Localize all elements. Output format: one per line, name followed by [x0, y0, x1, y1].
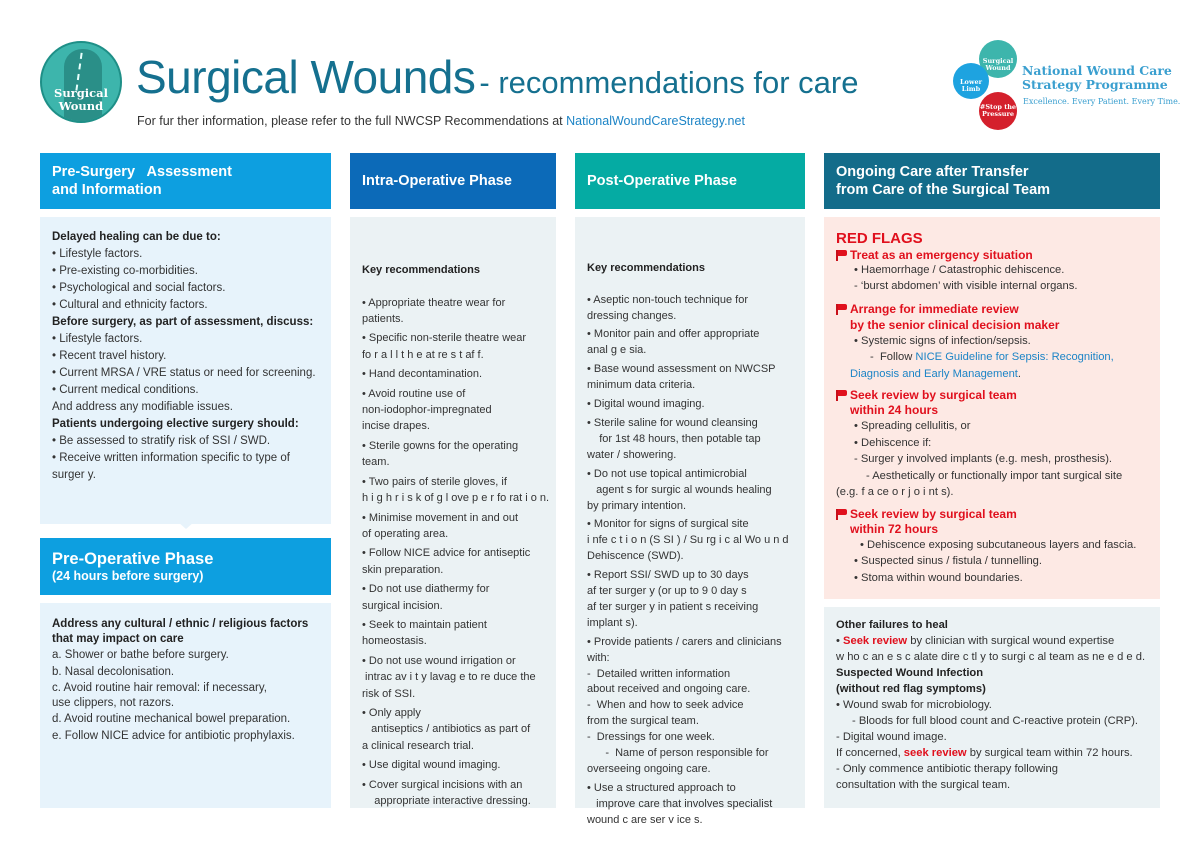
list-item: • Base wound assessment on NWCSP	[587, 363, 776, 376]
list-item: - Only commence antibiotic therapy following	[836, 763, 1058, 775]
list-item: • Do not use wound irrigation or	[362, 654, 516, 667]
programme-name	[1022, 64, 1172, 92]
list-item: • Stoma within wound boundaries.	[854, 571, 1023, 584]
list-item: of operating area.	[362, 527, 449, 540]
list-item: team.	[362, 456, 390, 469]
list-item: with:	[587, 651, 610, 664]
page-title	[136, 50, 858, 104]
pre-surgery-header-line1: Pre-Surgery Assessment	[52, 164, 232, 180]
subtitle-text: For fur ther information, please refer to the full NWCSP Recommendations at	[137, 114, 567, 128]
red-flags-panel	[824, 217, 1160, 599]
flag-24h-title-line2: within 24 hours	[850, 403, 939, 417]
list-item: agent s for surgic al wounds healing	[587, 483, 772, 496]
red-flag-icon	[836, 304, 848, 314]
list-item: • Dehiscence exposing subcutaneous layers and fascia.	[860, 538, 1137, 551]
pre-surgery-panel	[40, 217, 331, 524]
list-item: surgical incision.	[362, 599, 443, 612]
list-item: • Avoid routine use of	[362, 387, 466, 400]
post-operative-panel	[575, 217, 805, 826]
flag-72h-title: Seek review by surgical team	[850, 506, 1017, 521]
title-sub: - recommendations for care	[479, 65, 859, 100]
list-item: - ‘burst abdomen’ with visible internal organs.	[854, 280, 1078, 292]
list-item: - When and how to seek advice	[587, 699, 744, 712]
list-item: incise drapes.	[362, 420, 430, 433]
list-item: • Wound swab for microbiology.	[836, 699, 992, 711]
concern-text: If concerned,	[836, 747, 904, 759]
list-item: • Lifestyle factors.	[52, 333, 143, 345]
list-item: • Appropriate theatre wear for	[362, 296, 506, 309]
follow-text: - Follow	[870, 351, 916, 363]
list-item: for 1st 48 hours, then potable tap	[587, 432, 761, 445]
intra-operative-panel	[350, 217, 556, 808]
list-item: about received and ongoing care.	[587, 683, 751, 696]
list-item: • Suspected sinus / fistula / tunnelling.	[854, 555, 1042, 567]
list-item: intrac av i t y lavag e to re duce the	[362, 671, 536, 684]
logo-text-line2: Wound	[58, 99, 104, 113]
elective-surgery-heading: Patients undergoing elective surgery should:	[52, 418, 299, 430]
list-item: • Haemorrhage / Catastrophic dehiscence.	[854, 263, 1065, 276]
lower-limb-circle-icon: Lower Limb	[953, 63, 989, 99]
panel-pointer	[178, 522, 194, 529]
list-item: • Do not use diathermy for	[362, 583, 490, 596]
list-item: fo r a l l t h e at re s t af f.	[362, 348, 484, 361]
list-item: non-iodophor-impregnated	[362, 404, 492, 417]
surgical-wound-logo	[40, 41, 122, 123]
list-item: • Two pairs of sterile gloves, if	[362, 475, 507, 488]
flag-emergency-title: Treat as an emergency situation	[850, 247, 1033, 262]
list-item: - Aesthetically or functionally impor tant surgical site	[866, 469, 1123, 482]
post-key-heading: Key recommendations	[587, 261, 705, 274]
list-item: • Pre-existing co-morbidities.	[52, 265, 198, 277]
list-item: • Dehiscence if:	[854, 436, 932, 449]
list-item: anal g e sia.	[587, 344, 647, 357]
list-item: • Minimise movement in and out	[362, 511, 519, 524]
list-item: h i g h r i s k of g l ove p e r fo rat i o n.	[362, 492, 550, 505]
nwcsp-logo	[950, 40, 1181, 135]
logo-text	[42, 87, 120, 113]
list-item: • Digital wound imaging.	[587, 398, 705, 411]
list-item: minimum data criteria.	[587, 379, 696, 392]
intra-operative-header	[350, 153, 556, 209]
ongoing-header-line1: Ongoing Care after Transfer	[836, 164, 1029, 180]
list-item: • Current MRSA / VRE status or need for screening.	[52, 367, 316, 379]
seek-review-text: by clinician with surgical wound expertise	[907, 635, 1115, 647]
programme-name-line2: Strategy Programme	[1022, 77, 1168, 92]
list-item: a. Shower or bathe before surgery.	[52, 649, 229, 661]
list-item: (e.g. f a ce o r j o i nt s).	[836, 486, 954, 498]
list-item: use clippers, not razors.	[52, 697, 175, 709]
website-link[interactable]: NationalWoundCareStrategy.net	[566, 114, 745, 128]
infection-heading-line2: (without red flag symptoms)	[836, 683, 986, 695]
list-item: • Seek to maintain patient	[362, 618, 487, 631]
list-item: consultation with the surgical team.	[836, 779, 1011, 791]
seek-review-highlight: seek review	[903, 747, 967, 759]
flag-immediate-title: Arrange for immediate review	[850, 301, 1019, 316]
list-item: • Current medical conditions.	[52, 384, 199, 396]
list-item: - Bloods for full blood count and C-reactive protein (CRP).	[852, 715, 1139, 727]
list-item: • Specific non-sterile theatre wear	[362, 332, 527, 345]
list-item: af ter surger y (or up to 9 0 day s	[587, 585, 747, 598]
pre-operative-heading-line2: that may impact on care	[52, 633, 184, 645]
stop-pressure-circle-icon: #Stop the Pressure	[979, 92, 1017, 130]
programme-name-line1: National Wound Care	[1022, 63, 1172, 78]
ongoing-care-header	[824, 153, 1160, 209]
list-item: dressing changes.	[587, 309, 677, 322]
list-item: water / showering.	[587, 448, 677, 461]
flag-72h-title-line2: within 72 hours	[850, 521, 939, 536]
nice-sepsis-link-line2[interactable]: Diagnosis and Early Management	[850, 367, 1018, 380]
pre-operative-header	[40, 538, 331, 595]
list-item: skin preparation.	[362, 563, 444, 576]
list-item: af ter surger y in patient s receiving	[587, 600, 759, 613]
other-failures-heading: Other failures to heal	[836, 619, 948, 631]
subtitle	[137, 114, 745, 128]
pre-operative-subtitle: (24 hours before surgery)	[52, 568, 204, 583]
list-item: d. Avoid routine mechanical bowel preparation.	[52, 713, 291, 725]
list-item: • Hand decontamination.	[362, 368, 483, 381]
pre-surgery-header	[40, 153, 331, 209]
delayed-healing-heading: Delayed healing can be due to:	[52, 231, 221, 243]
intra-key-heading: Key recommendations	[362, 263, 480, 276]
surgical-wound-circle-icon: Surgical Wound	[979, 40, 1017, 78]
pre-operative-heading-line1: Address any cultural / ethnic / religious factors	[52, 618, 309, 630]
concern-text-suffix: by surgical team within 72 hours.	[966, 747, 1133, 759]
flag-24h-title: Seek review by surgical team	[850, 388, 1017, 402]
list-item: • Follow NICE advice for antiseptic	[362, 547, 531, 560]
list-item: - Detailed written information	[587, 667, 731, 680]
address-issues-text: And address any modifiable issues.	[52, 401, 233, 413]
list-item: • Use digital wound imaging.	[362, 759, 501, 772]
list-item: homeostasis.	[362, 635, 427, 648]
list-item: • Spreading cellulitis, or	[854, 420, 971, 432]
logo-text-line1: Surgical	[54, 86, 108, 100]
seek-review-highlight: Seek review	[843, 635, 908, 647]
list-item: improve care that involves specialist	[587, 797, 773, 810]
list-item: • Sterile saline for wound cleansing	[587, 416, 758, 429]
pre-surgery-header-line2: and Information	[52, 182, 162, 198]
list-item: • Aseptic non-touch technique for	[587, 293, 749, 306]
list-item: antiseptics / antibiotics as part of	[362, 723, 531, 736]
list-item: surger y.	[52, 469, 96, 481]
red-flag-icon	[836, 509, 848, 519]
list-item: - Dressings for one week.	[587, 731, 715, 744]
list-item: e. Follow NICE advice for antibiotic prophylaxis.	[52, 730, 295, 742]
list-item: • Provide patients / carers and clinicians	[587, 635, 782, 648]
title-main: Surgical Wounds	[136, 51, 476, 103]
period: .	[1017, 367, 1022, 380]
list-item: c. Avoid routine hair removal: if necessary,	[52, 682, 267, 694]
bullet: •	[836, 635, 844, 647]
list-item: wound c are ser v ice s.	[587, 813, 703, 826]
flag-immediate-title-line2: by the senior clinical decision maker	[850, 317, 1060, 332]
list-item: • Monitor for signs of surgical site	[587, 518, 749, 531]
list-item: • Cultural and ethnicity factors.	[52, 299, 208, 311]
list-item: • Lifestyle factors.	[52, 248, 143, 260]
nice-sepsis-link[interactable]: NICE Guideline for Sepsis: Recognition,	[915, 351, 1114, 363]
list-item: a clinical research trial.	[362, 739, 474, 752]
post-operative-title: Post-Operative Phase	[587, 173, 737, 189]
list-item: • Be assessed to stratify risk of SSI / SWD.	[52, 435, 271, 447]
red-flags-title: RED FLAGS	[836, 230, 923, 247]
ongoing-header-line2: from Care of the Surgical Team	[836, 182, 1051, 198]
list-item: implant s).	[587, 616, 638, 629]
list-item: • Recent travel history.	[52, 350, 167, 362]
pre-operative-title: Pre-Operative Phase	[52, 549, 214, 568]
list-item: • Sterile gowns for the operating	[362, 439, 519, 452]
list-item: • Systemic signs of infection/sepsis.	[854, 334, 1031, 347]
list-item: • Monitor pain and offer appropriate	[587, 328, 760, 341]
list-item: b. Nasal decolonisation.	[52, 666, 175, 678]
list-item: • Receive written information specific to type of	[52, 452, 290, 464]
list-item: - Name of person responsible for	[587, 747, 769, 760]
other-failures-panel	[824, 607, 1160, 808]
list-item: appropriate interactive dressing.	[362, 795, 531, 807]
seek-review-text-line2: w ho c an e s c alate dire c tl y to surgi c al team as ne e d e d.	[836, 651, 1146, 663]
list-item: from the surgical team.	[587, 715, 699, 728]
programme-tagline: Excellence. Every Patient. Every Time.	[1023, 97, 1181, 106]
list-item: • Report SSI/ SWD up to 30 days	[587, 569, 749, 582]
list-item: - Digital wound image.	[836, 731, 947, 743]
post-operative-header	[575, 153, 805, 209]
list-item: • Do not use topical antimicrobial	[587, 467, 747, 480]
list-item: - Surger y involved implants (e.g. mesh, prosthesis).	[854, 453, 1113, 465]
list-item: by primary intention.	[587, 499, 687, 512]
list-item: • Cover surgical incisions with an	[362, 778, 523, 791]
list-item: Dehiscence (SWD).	[587, 550, 684, 563]
before-surgery-heading: Before surgery, as part of assessment, discuss:	[52, 316, 314, 328]
red-flag-icon	[836, 390, 848, 400]
list-item: overseeing ongoing care.	[587, 763, 711, 775]
intra-operative-title: Intra-Operative Phase	[362, 173, 512, 189]
list-item: risk of SSI.	[362, 687, 416, 700]
list-item: • Use a structured approach to	[587, 781, 736, 794]
pre-operative-panel	[40, 603, 331, 808]
list-item: • Only apply	[362, 706, 421, 719]
list-item: i nfe c t i o n (S SI ) / Su rg i c al Wo u n d	[587, 534, 789, 547]
list-item: • Psychological and social factors.	[52, 282, 226, 294]
infection-heading: Suspected Wound Infection	[836, 667, 984, 679]
list-item: patients.	[362, 313, 404, 326]
red-flag-icon	[836, 250, 848, 260]
